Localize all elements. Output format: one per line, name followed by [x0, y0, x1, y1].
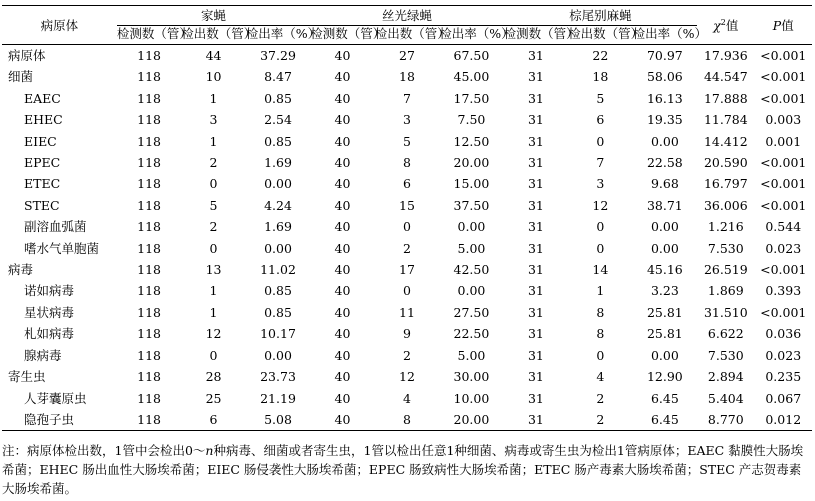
table-cell: 0	[402, 219, 411, 235]
table-cell: 20.590	[703, 155, 748, 171]
table-cell: 31	[527, 219, 544, 235]
table-cell: 67.50	[453, 48, 490, 63]
table-cell: 40	[334, 283, 351, 299]
table-cell: 0.85	[264, 90, 292, 106]
table-cell: 118	[137, 347, 161, 363]
header-sub-positive: 检出数（管）	[568, 26, 632, 45]
table-cell: 6	[596, 112, 605, 128]
table-cell: 22	[592, 48, 609, 63]
header-row-groups	[2, 6, 812, 26]
table-cell: 7.530	[707, 347, 744, 363]
table-cell: 40	[334, 112, 351, 128]
table-cell: 0	[209, 176, 218, 192]
table-cell: 2	[402, 347, 411, 363]
table-cell: 31	[527, 240, 544, 256]
table-cell: 0.067	[765, 390, 802, 406]
table-cell: 8.770	[697, 409, 754, 431]
table-cell: 58.06	[646, 69, 683, 85]
table-cell: 31	[527, 69, 544, 85]
table-cell: 40	[334, 347, 351, 363]
table-cell: 7.50	[457, 112, 486, 128]
table-row	[2, 45, 812, 67]
table-row	[2, 238, 812, 259]
table-cell: 5.00	[457, 347, 486, 363]
table-cell: 118	[137, 90, 161, 106]
table-cell: 8	[402, 155, 411, 171]
table-cell: 13	[205, 262, 222, 278]
table-cell: 6.45	[633, 409, 698, 431]
header-group-fleshfly: 棕尾别麻蝇	[504, 6, 697, 26]
table-cell: 12	[592, 197, 609, 213]
table-cell: 118	[137, 219, 161, 235]
table-cell: <0.001	[760, 304, 807, 320]
table-cell: 20.00	[453, 155, 490, 171]
table-cell: 31.510	[703, 304, 748, 320]
table-cell: 3	[596, 176, 605, 192]
row-label: 诺如病毒	[24, 283, 75, 299]
table-cell: 44.547	[703, 69, 748, 85]
table-cell: 40	[334, 48, 351, 63]
table-cell: 118	[137, 176, 161, 192]
table-cell: 5.00	[457, 240, 486, 256]
table-cell: 7	[596, 155, 605, 171]
table-cell: 0	[596, 133, 605, 149]
row-label: 副溶血弧菌	[24, 219, 87, 235]
table-cell: <0.001	[760, 176, 807, 192]
table-cell: 118	[117, 409, 181, 431]
table-row	[2, 173, 812, 194]
table-cell: 118	[137, 112, 161, 128]
table-cell: <0.001	[760, 155, 807, 171]
header-group-housefly: 家蝇	[117, 6, 310, 26]
table-cell: 0.023	[765, 347, 802, 363]
table-cell: 8	[596, 326, 605, 342]
table-cell: 1	[596, 283, 605, 299]
table-cell: 40	[334, 133, 351, 149]
table-cell: 4.24	[264, 197, 292, 213]
table-cell: 11.784	[703, 112, 748, 128]
table-cell: 14	[592, 262, 609, 278]
table-cell: 27	[399, 48, 415, 63]
row-label: 隐孢子虫	[2, 409, 117, 431]
table-cell: 118	[137, 304, 161, 320]
table-cell: 40	[334, 90, 351, 106]
table-cell: <0.001	[760, 69, 807, 85]
table-cell: 45.00	[453, 69, 490, 85]
table-cell: 25.81	[646, 304, 683, 320]
table-cell: 31	[527, 283, 544, 299]
table-cell: 31	[527, 390, 544, 406]
table-cell: 40	[334, 304, 351, 320]
table-cell: <0.001	[760, 197, 807, 213]
table-cell: 1.69	[264, 155, 292, 171]
table-cell: 18	[399, 69, 415, 85]
table-cell: 0.00	[457, 283, 486, 299]
table-cell: 2.894	[707, 369, 744, 385]
table-cell: 7.530	[707, 240, 744, 256]
table-cell: 0.003	[765, 112, 802, 128]
table-cell: 31	[527, 90, 544, 106]
table-cell: 5	[402, 133, 411, 149]
table-cell: 12.90	[646, 369, 683, 385]
table-cell: 25	[205, 390, 222, 406]
table-cell: <0.001	[760, 262, 807, 278]
table-cell: 1.69	[264, 219, 292, 235]
table-cell: 0.544	[765, 219, 802, 235]
header-chi-square: $\chi^2$值	[697, 6, 754, 45]
table-row	[2, 66, 812, 87]
table-cell: 9.68	[650, 176, 679, 192]
table-cell: 45.16	[646, 262, 683, 278]
header-sub-rate: 检出率（%）	[246, 26, 311, 45]
table-cell: 31	[527, 304, 544, 320]
row-label: ETEC	[24, 176, 61, 192]
row-label: 寄生虫	[8, 369, 46, 385]
table-cell: 0.00	[264, 240, 292, 256]
table-cell: 0	[596, 219, 605, 235]
table-cell: 8	[596, 304, 605, 320]
table-cell: 11.02	[260, 262, 296, 278]
table-cell: 118	[137, 283, 161, 299]
table-cell: 70.97	[646, 48, 683, 63]
row-label: 人芽囊原虫	[24, 390, 87, 406]
header-sub-rate: 检出率（%）	[439, 26, 503, 45]
table-cell: 118	[137, 369, 161, 385]
table-cell: 6.45	[650, 390, 679, 406]
table-cell: 31	[504, 409, 568, 431]
table-cell: 0.85	[264, 283, 292, 299]
table-cell: 2	[568, 409, 632, 431]
table-cell: 31	[527, 347, 544, 363]
table-row	[2, 280, 812, 301]
table-cell: 3.23	[650, 283, 679, 299]
table-cell: 31	[527, 369, 544, 385]
table-cell: 17.888	[703, 90, 748, 106]
table-cell: <0.001	[760, 48, 807, 63]
table-cell: 31	[527, 48, 544, 63]
table-cell: 6	[402, 176, 411, 192]
table-cell: 31	[527, 112, 544, 128]
table-cell: 5	[596, 90, 605, 106]
table-cell: 0.235	[765, 369, 802, 385]
table-cell: 0	[209, 347, 218, 363]
table-cell: 28	[205, 369, 222, 385]
table-cell: 11	[399, 304, 415, 320]
table-cell: 0.00	[650, 347, 679, 363]
table-cell: 17.936	[703, 48, 748, 63]
table-row	[2, 259, 812, 280]
header-sub-tested: 检测数（管）	[117, 26, 181, 45]
table-row	[2, 323, 812, 344]
table-cell: 0.85	[264, 304, 292, 320]
header-sub-rate: 检出率（%）	[633, 26, 698, 45]
table-cell: 0	[209, 240, 218, 256]
table-cell: 27.50	[453, 304, 490, 320]
table-cell: 0.00	[264, 347, 292, 363]
table-cell: 5.08	[246, 409, 311, 431]
table-cell: 5	[209, 197, 218, 213]
table-cell: 25.81	[646, 326, 683, 342]
table-cell: 118	[137, 133, 161, 149]
table-row	[2, 152, 812, 173]
table-cell: 44	[205, 48, 222, 63]
table-cell: 40	[334, 176, 351, 192]
header-sub-tested: 检测数（管）	[504, 26, 568, 45]
table-cell: 23.73	[260, 369, 296, 385]
table-cell: 40	[334, 219, 351, 235]
table-cell: 17.50	[453, 90, 490, 106]
header-row-sub	[2, 26, 812, 45]
table-cell: 42.50	[453, 262, 490, 278]
table-cell: 118	[137, 326, 161, 342]
pathogen-table	[2, 5, 812, 431]
table-cell: 0.023	[765, 240, 802, 256]
table-cell: 17	[399, 262, 415, 278]
table-cell: 36.006	[703, 197, 748, 213]
table-cell: 1	[209, 304, 218, 320]
table-footnote: 注：病原体检出数，1管中会检出0～n种病毒、细菌或者寄生虫，1管以检出任意1种细菌、病毒或寄生虫为检出1管病原体；EAEC 黏膜性大肠埃希菌；EHEC 肠出血性大肠埃希菌；EIEC 肠侵袭性大肠埃希菌；EPEC 肠致病性大肠埃希菌；ETEC 肠产毒素大肠埃希菌；STEC 产志贺毒素大肠埃希菌。	[2, 443, 804, 496]
header-pathogen: 病原体	[2, 6, 117, 45]
table-cell: 40	[334, 240, 351, 256]
table-cell: 0.00	[650, 240, 679, 256]
table-row	[2, 195, 812, 216]
table-cell: 2.54	[264, 112, 292, 128]
table-cell: 22.50	[453, 326, 490, 342]
table-cell: 0	[596, 347, 605, 363]
row-label: 病原体	[8, 48, 46, 63]
table-cell: 1	[209, 90, 218, 106]
header-p-value: P值	[755, 6, 812, 45]
row-label: 病毒	[8, 262, 34, 278]
table-cell: 0	[596, 240, 605, 256]
table-cell: 9	[402, 326, 411, 342]
table-cell: 118	[137, 48, 161, 63]
table-row	[2, 88, 812, 109]
header-sub-tested: 检测数（管）	[310, 26, 374, 45]
table-cell: 40	[334, 155, 351, 171]
table-cell: 18	[592, 69, 609, 85]
table-cell: 0.00	[457, 219, 486, 235]
table-cell: 10.00	[453, 390, 490, 406]
table-cell: 31	[527, 197, 544, 213]
row-label: EPEC	[24, 155, 61, 171]
table-row	[2, 388, 812, 409]
table-cell: 3	[209, 112, 218, 128]
table-row	[2, 345, 812, 366]
table-cell: 15	[399, 197, 415, 213]
table-cell: 118	[137, 390, 161, 406]
row-label: EHEC	[24, 112, 63, 128]
table-cell: 16.13	[646, 90, 683, 106]
row-label: 腺病毒	[24, 347, 62, 363]
table-cell: 2	[402, 240, 411, 256]
table-cell: 38.71	[646, 197, 683, 213]
row-label: STEC	[24, 197, 60, 213]
table-cell: 8	[375, 409, 439, 431]
table-cell: 7	[402, 90, 411, 106]
table-row	[2, 366, 812, 387]
table-cell: 10.17	[260, 326, 296, 342]
table-row	[2, 216, 812, 237]
row-label: 札如病毒	[24, 326, 75, 342]
table-cell: 2	[209, 155, 218, 171]
table-cell: 1.869	[707, 283, 744, 299]
header-sub-positive: 检出数（管）	[181, 26, 245, 45]
table-cell: 0.012	[755, 409, 812, 431]
table-cell: 118	[137, 197, 161, 213]
table-cell: 1.216	[707, 219, 744, 235]
table-cell: 31	[527, 176, 544, 192]
table-cell: 6.622	[707, 326, 744, 342]
table-cell: 37.29	[260, 48, 296, 63]
row-label: EIEC	[24, 133, 57, 149]
table-cell: 31	[527, 326, 544, 342]
table-cell: 0.393	[765, 283, 802, 299]
table-cell: 16.797	[703, 176, 748, 192]
table-cell: 12	[205, 326, 222, 342]
table-cell: 12.50	[453, 133, 490, 149]
table-cell: 0.001	[765, 133, 802, 149]
table-row	[2, 409, 812, 431]
table-cell: 40	[310, 409, 374, 431]
row-label: 嗜水气单胞菌	[24, 240, 100, 256]
table-cell: 118	[137, 155, 161, 171]
table-cell: 20.00	[439, 409, 503, 431]
table-cell: 31	[527, 155, 544, 171]
table-cell: 3	[402, 112, 411, 128]
row-label: EAEC	[24, 90, 61, 106]
table-cell: 22.58	[646, 155, 683, 171]
row-label: 星状病毒	[24, 304, 75, 320]
table-row	[2, 131, 812, 152]
table-cell: 118	[137, 69, 161, 85]
table-cell: 2	[209, 219, 218, 235]
table-cell: 31	[527, 262, 544, 278]
row-label: 细菌	[8, 69, 34, 85]
table-cell: 40	[334, 69, 351, 85]
header-sub-positive: 检出数（管）	[375, 26, 439, 45]
table-cell: 10	[205, 69, 222, 85]
table-cell: 14.412	[703, 133, 748, 149]
table-cell: 118	[137, 240, 161, 256]
table-cell: 40	[334, 390, 351, 406]
table-cell: 40	[334, 262, 351, 278]
table-cell: 0.00	[650, 219, 679, 235]
table-cell: 26.519	[703, 262, 748, 278]
table-cell: 4	[402, 390, 411, 406]
table-cell: 15.00	[453, 176, 490, 192]
table-cell: 31	[527, 133, 544, 149]
table-cell: 30.00	[453, 369, 490, 385]
table-cell: 0	[402, 283, 411, 299]
header-group-greenbottle: 丝光绿蝇	[310, 6, 503, 26]
table-body	[2, 45, 812, 431]
table-cell: 37.50	[453, 197, 490, 213]
table-cell: 21.19	[260, 390, 296, 406]
table-cell: 12	[399, 369, 415, 385]
table-cell: 1	[209, 133, 218, 149]
table-cell: 40	[334, 197, 351, 213]
table-cell: 0.85	[264, 133, 292, 149]
table-cell: 0.00	[650, 133, 679, 149]
table-cell: <0.001	[760, 90, 807, 106]
table-cell: 40	[334, 369, 351, 385]
table-row	[2, 302, 812, 323]
table-cell: 19.35	[646, 112, 683, 128]
table-cell: 40	[334, 326, 351, 342]
table-cell: 0.00	[264, 176, 292, 192]
table-cell: 1	[209, 283, 218, 299]
table-cell: 118	[137, 262, 161, 278]
table-cell: 6	[181, 409, 245, 431]
table-cell: 2	[596, 390, 605, 406]
table-cell: 0.036	[765, 326, 802, 342]
table-cell: 8.47	[264, 69, 292, 85]
table-cell: 5.404	[707, 390, 744, 406]
table-cell: 4	[596, 369, 605, 385]
table-row	[2, 109, 812, 130]
